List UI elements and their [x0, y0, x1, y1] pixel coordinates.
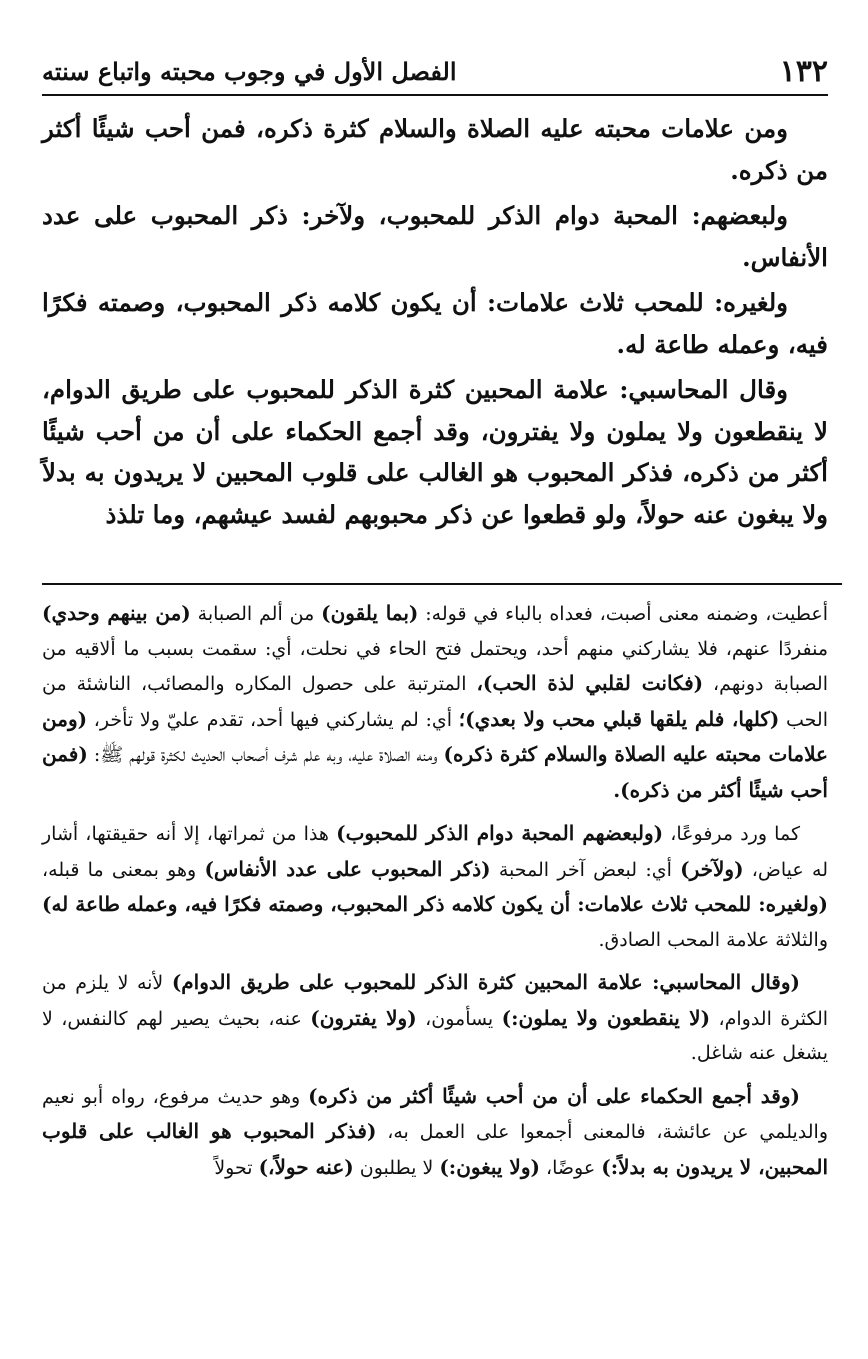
commentary-text-segment: لا يطلبون [353, 1156, 440, 1179]
quoted-main-text: (ولا يفترون) [310, 1005, 417, 1030]
commentary-paragraph [42, 1079, 828, 1186]
commentary-text-segment: أعطيت، وضمنه معنى أصبت، فعداه بالباء في قوله: [418, 603, 829, 625]
quoted-main-text: (من بينهم وحدي) [42, 601, 191, 625]
commentary-text-segment: من ألم الصبابة [190, 603, 322, 625]
commentary-text-segment: أي: لم يشاركني فيها أحد، تقدم عليّ ولا تأخر، [87, 708, 459, 731]
main-paragraph: ولغيره: للمحب ثلاث علامات: أن يكون كلامه ذكر المحبوب، وصمته فكرًا فيه، وعمله طاعة له. [42, 288, 828, 359]
quoted-main-text: (عنه حولاً،) [258, 1154, 354, 1179]
main-text [42, 108, 828, 539]
quoted-main-text: (وقال المحاسبي: علامة المحبين كثرة الذكر للمحبوب على طريق الدوام) [171, 970, 800, 994]
quoted-main-text: (ولغيره: للمحب ثلاث علامات: أن يكون كلامه ذكر المحبوب، وصمته فكرًا فيه، وعمله طاعة له) [42, 892, 828, 916]
commentary-text-segment: لأنه لا يلزم من الكثرة الدوام، [42, 972, 829, 1030]
quoted-main-text: (فذكر المحبوب هو الغالب على قلوب المحبين، لا يريدون به بدلاً:) [42, 1119, 828, 1179]
quoted-main-text: (كلها، فلم يلقها قبلي محب ولا بعدي)؛ [458, 706, 780, 731]
quoted-main-text: (وقد أجمع الحكماء على أن من أحب شيئًا أكثر من ذكره) [308, 1083, 800, 1108]
quoted-main-text: (فمن أحب شيئًا أكثر من ذكره). [42, 742, 828, 802]
main-paragraph: ولبعضهم: المحبة دوام الذكر للمحبوب، ولآخر: ذكر المحبوب على عدد الأنفاس. [42, 201, 828, 272]
quoted-main-text: (ولا يبغون:) [439, 1154, 540, 1179]
commentary-text-segment: عنه، بحيث يصير لهم كالنفس، لا يشغل عنه شاغل. [42, 1007, 828, 1064]
commentary-text-segment: يسأمون، [416, 1007, 502, 1030]
quoted-main-text: (فكانت لقلبي لذة الحب)، [476, 671, 704, 695]
commentary-text-segment: هذا من ثمراتها، إلا أنه حقيقتها، أشار له عياض، [42, 823, 828, 881]
section-divider [42, 583, 842, 585]
commentary-text-segment: عوضًا، [539, 1156, 602, 1179]
commentary-text-segment: منفردًا عنهم، فلا يشاركني منهم أحد، ويحتمل فتح الحاء في نحلت، أي: سقمت بسبب ما ألاقيه من الصبابة دونهم، [42, 637, 828, 695]
commentary-text-segment: أي: لبعض آخر المحبة [490, 858, 681, 881]
commentary-text-segment: المترتبة على حصول المكاره والمصائب، الناشئة من الحب [42, 673, 828, 731]
commentary-text [42, 596, 828, 1193]
main-paragraph: ومن علامات محبته عليه الصلاة والسلام كثرة ذكره، فمن أحب شيئًا أكثر من ذكره. [42, 114, 828, 185]
commentary-paragraph [42, 965, 828, 1071]
main-paragraph: وقال المحاسبي: علامة المحبين كثرة الذكر للمحبوب على طريق الدوام، لا ينقطعون ولا يملون ولا يفترون، وقد أجمع الحكماء على أن من أحب شيئًا أكثر من ذكره، فذكر المحبوب هو الغالب على قلوب المحبين لا يريدون به بدلاً ولا يبغون عنه حولاً، ولو قطعوا عن ذكر محبوبهم لفسد عيشهم، وما تلذذ [42, 375, 828, 529]
quoted-main-text: (ذكر المحبوب على عدد الأنفاس) [204, 856, 491, 881]
page-header [42, 48, 828, 96]
commentary-text-segment: وهو بمعنى ما قبله، [42, 858, 205, 881]
quoted-main-text: (لا ينقطعون ولا يملون:) [501, 1005, 711, 1030]
quoted-main-text: (بما يلقون) [321, 601, 419, 625]
commentary-text-segment: وهو حديث مرفوع، رواه أبو نعيم والديلمي عن عائشة، فالمعنى أجمعوا على العمل به، [42, 1085, 829, 1143]
commentary-paragraph [42, 596, 828, 808]
chapter-title: الفصل الأول في وجوب محبته واتباع سنته [42, 56, 457, 86]
commentary-text-segment: والثلاثة علامة المحب الصادق. [598, 928, 828, 951]
commentary-paragraph [42, 816, 828, 957]
page-number: ١٣٢ [779, 53, 828, 89]
commentary-text-segment: تحولاً [214, 1156, 259, 1179]
quoted-main-text: (ولآخر) [680, 856, 744, 881]
quoted-main-text: (ولبعضهم المحبة دوام الذكر للمحبوب) [336, 821, 664, 845]
commentary-text-segment: ومنه الصلاة عليه، وبه علم شرف أصحاب الحديث لكثرة قولهم ﷺ: [87, 744, 444, 766]
quoted-main-text: (ومن علامات محبته عليه الصلاة والسلام كثرة ذكره) [42, 706, 828, 766]
commentary-text-segment: كما ورد مرفوعًا، [663, 823, 801, 845]
